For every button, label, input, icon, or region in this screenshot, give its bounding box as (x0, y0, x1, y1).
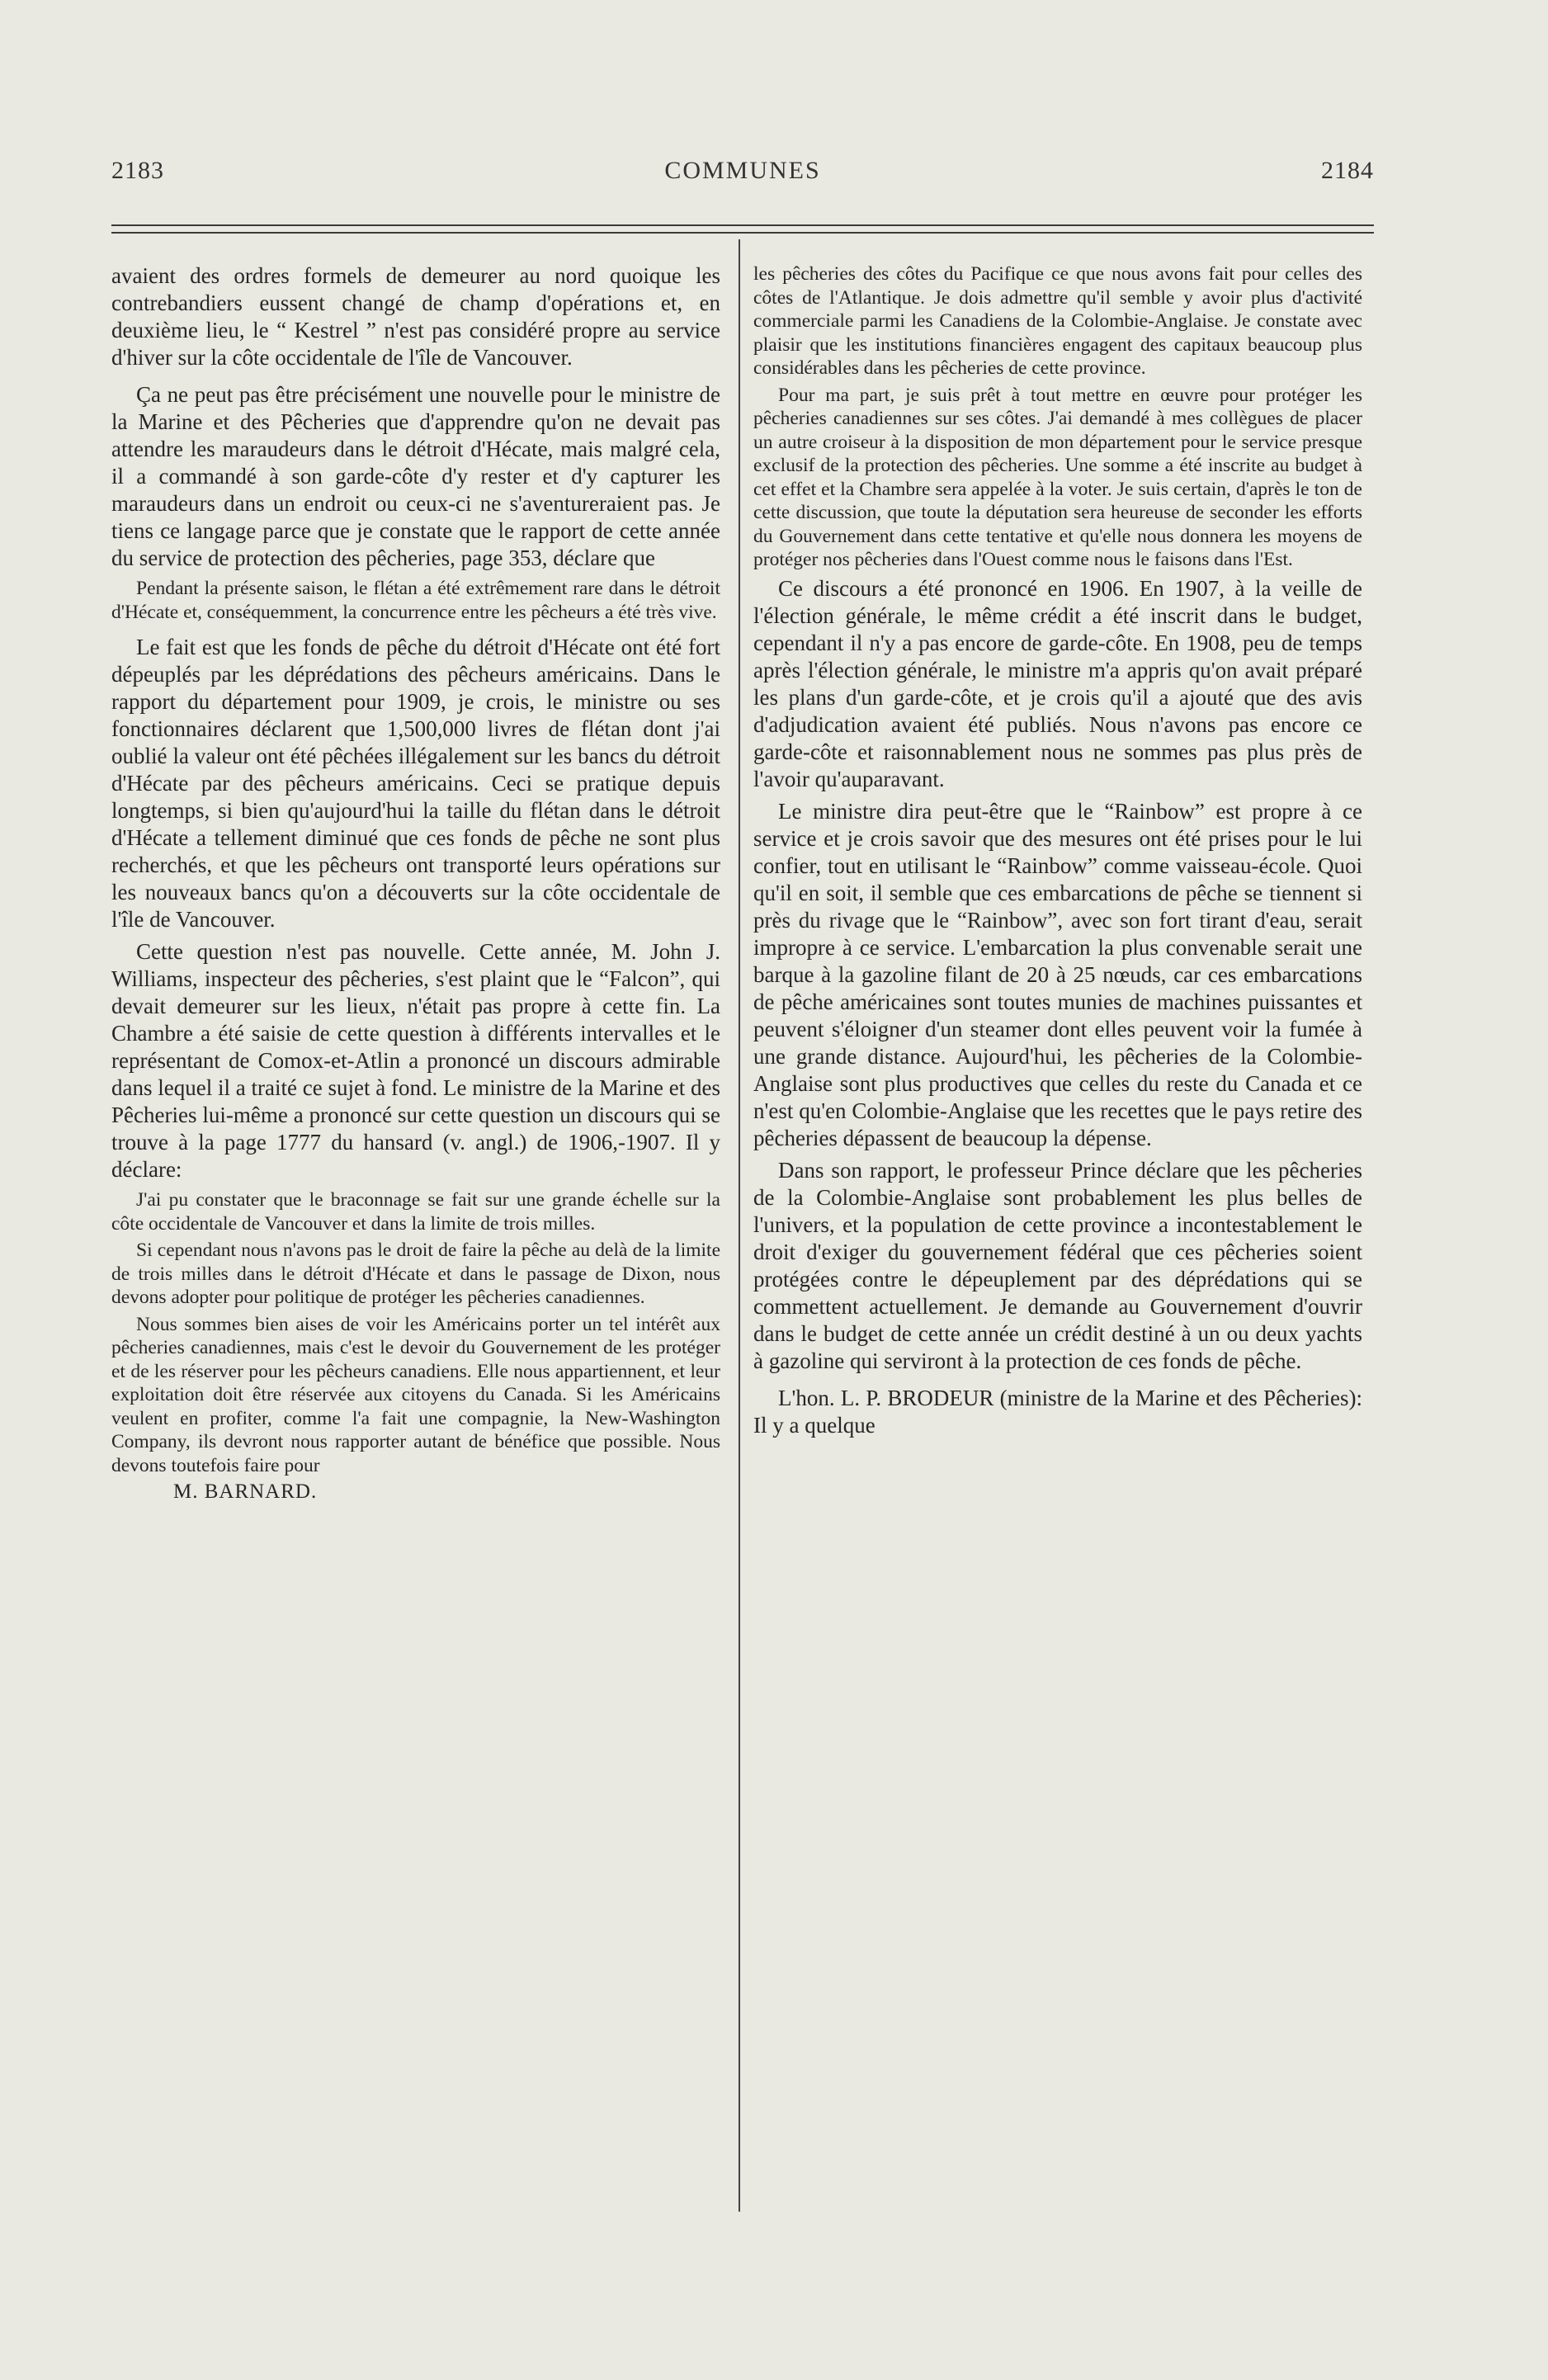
paragraph: avaient des ordres formels de demeurer au nord quoique les contrebandiers eussent changé de champ d'opérations et, en deuxième lieu, le “ Kestrel ” n'est pas considéré propre au service d'hiver sur la côte occidentale de l'île de Vancouver. (111, 263, 720, 370)
quote-paragraph: Pendant la présente saison, le flétan a été extrêmement rare dans le détroit d'Hécate et, conséquemment, la concurrence entre les pêcheurs a été très vive. (111, 578, 720, 623)
speaker-footer: M. BARNARD. (173, 1480, 318, 1503)
right-column (753, 262, 1362, 1444)
paragraph: Dans son rapport, le professeur Prince déclare que les pêcheries de la Colombie-Anglaise sont probablement les plus belles de l'univers, et la population de cette province a incontestablement le droit d'exiger du gouvernement fédéral que ces pêcheries soient protégées contre le dépeuplement par des déprédations qui se commettent actuellement. Je demande au Gouvernement d'ouvrir dans le budget de cette année un crédit destiné à un ou deux yachts à gazoline qui serviront à la protection de ces fonds de pêche. (753, 1157, 1362, 1373)
quote-paragraph: Pour ma part, je suis prêt à tout mettre en œuvre pour protéger les pêcheries canadiennes sur ses côtes. J'ai demandé à mes collègues de placer un autre croiseur à la disposition de mon département pour le service presque exclusif de la protection des pêcheries. Une somme a été inscrite au budget à cet effet et la Chambre sera appelée à la voter. Je suis certain, d'après le ton de cette discussion, que toute la députation sera heureuse de seconder les efforts du Gouvernement dans cette tentative et qu'elle nous donnera les moyens de protéger nos pêcheries dans l'Ouest comme nous le faisons dans l'Est. (753, 384, 1362, 570)
page-number-left: 2183 (111, 157, 164, 184)
paragraph: Ce discours a été prononcé en 1906. En 1907, à la veille de l'élection générale, le même crédit a été inscrit dans le budget, cependant il n'y a pas encore de garde-côte. En 1908, peu de temps après l'élection générale, le ministre m'a appris qu'on avait préparé les plans d'un garde-côte, et je crois qu'il a ajouté que des avis d'adjudication avaient été publiés. Nous n'avons pas encore ce garde-côte et raisonnablement nous ne sommes pas plus près de l'avoir qu'auparavant. (753, 575, 1362, 791)
header-rule-bottom (111, 232, 1374, 234)
page-number-right: 2184 (1321, 157, 1374, 184)
paragraph: Cette question n'est pas nouvelle. Cette année, M. John J. Williams, inspecteur des pêcheries, s'est plaint que le “Falcon”, qui devait demeurer sur les lieux, n'était pas propre à cette fin. La Chambre a été saisie de cette question à différents intervalles et le représentant de Comox-et-Atlin a prononcé un discours admirable dans lequel il a traité ce sujet à fond. Le ministre de la Marine et des Pêcheries lui-même a prononcé sur cette question un discours qui se trouve à la page 1777 du hansard (v. angl.) de 1906,-1907. Il y déclare: (111, 939, 720, 1182)
quote-paragraph: J'ai pu constater que le braconnage se fait sur une grande échelle sur la côte occidentale de Vancouver et dans la limite de trois milles. (111, 1189, 720, 1235)
quote-paragraph: Si cependant nous n'avons pas le droit de faire la pêche au delà de la limite de trois milles dans le détroit d'Hécate et dans le passage de Dixon, nous devons adopter pour politique de protéger les pêcheries canadiennes. (111, 1240, 720, 1308)
paragraph: L'hon. L. P. BRODEUR (ministre de la Marine et des Pêcheries): Il y a quelque (753, 1385, 1362, 1438)
quote-paragraph: Nous sommes bien aises de voir les Américains porter un tel intérêt aux pêcheries canadiennes, mais c'est le devoir du Gouvernement de les protéger et de les réserver pour les pêcheurs canadiens. Elle nous appartiennent, et leur exploitation doit être réservée aux citoyens du Canada. Si les Américains veulent en profiter, comme l'a fait une compagnie, la New-Washington Company, ils devront nous rapporter autant de bénéfice que possible. Nous devons toutefois faire pour (111, 1313, 720, 1476)
paragraph: Ça ne peut pas être précisément une nouvelle pour le ministre de la Marine et des Pêcheries que d'apprendre qu'on ne devait pas attendre les maraudeurs dans le détroit d'Hécate, mais malgré cela, il a commandé à son garde-côte d'y rester et d'y capturer les maraudeurs dans un endroit ou ceux-ci ne s'aventureraient pas. Je tiens ce langage parce que je constate que le rapport de cette année du service de protection des pêcheries, page 353, déclare que (111, 382, 720, 570)
page-title: COMMUNES (664, 157, 821, 184)
paragraph: Le fait est que les fonds de pêche du détroit d'Hécate ont été fort dépeuplés par les déprédations des pêcheurs américains. Dans le rapport du département pour 1909, je crois, le ministre ou ses fonctionnaires déclarent que 1,500,000 livres de flétan dont j'ai oublié la valeur ont été pêchées illégalement sur les bancs du détroit d'Hécate par des pêcheurs américains. Ceci se pratique depuis longtemps, si bien qu'aujourd'hui la taille du flétan dans le détroit d'Hécate a tellement diminué que ces fonds de pêche ne sont plus recherchés, et que les pêcheurs ont transporté leurs opérations sur les nouveaux bancs qu'on a découverts sur la côte occidentale de l'île de Vancouver. (111, 635, 720, 932)
header-rule-top (111, 224, 1374, 226)
column-divider (739, 239, 740, 2212)
quote-paragraph: les pêcheries des côtes du Pacifique ce que nous avons fait pour celles des côtes de l'Atlantique. Je dois admettre qu'il semble y avoir plus d'activité commerciale parmi les Canadiens de la Colombie-Anglaise. Je constate avec plaisir que les institutions financières engagent des capitaux beaucoup plus considérables dans les pêcheries de cette province. (753, 263, 1362, 379)
paragraph: Le ministre dira peut-être que le “Rainbow” est propre à ce service et je crois savoir que des mesures ont été prises pour le lui confier, tout en utilisant le “Rainbow” comme vaisseau-école. Quoi qu'il en soit, il semble que ces embarcations de pêche se tiennent si près du rivage que le “Rainbow”, avec son fort tirant d'eau, serait impropre à ce service. L'embarcation la plus convenable serait une barque à la gazoline filant de 20 à 25 nœuds, car ces embarcations de pêche américaines sont toutes munies de machines puissantes et peuvent s'éloigner d'un steamer dont elles peuvent voir la fumée à une grande distance. Aujourd'hui, les pêcheries de la Colombie-Anglaise sont plus productives que celles du reste du Canada et ce n'est qu'en Colombie-Anglaise que les recettes que le pays retire des pêcheries dépassent de beaucoup la dépense. (753, 798, 1362, 1150)
left-column (111, 262, 720, 1504)
